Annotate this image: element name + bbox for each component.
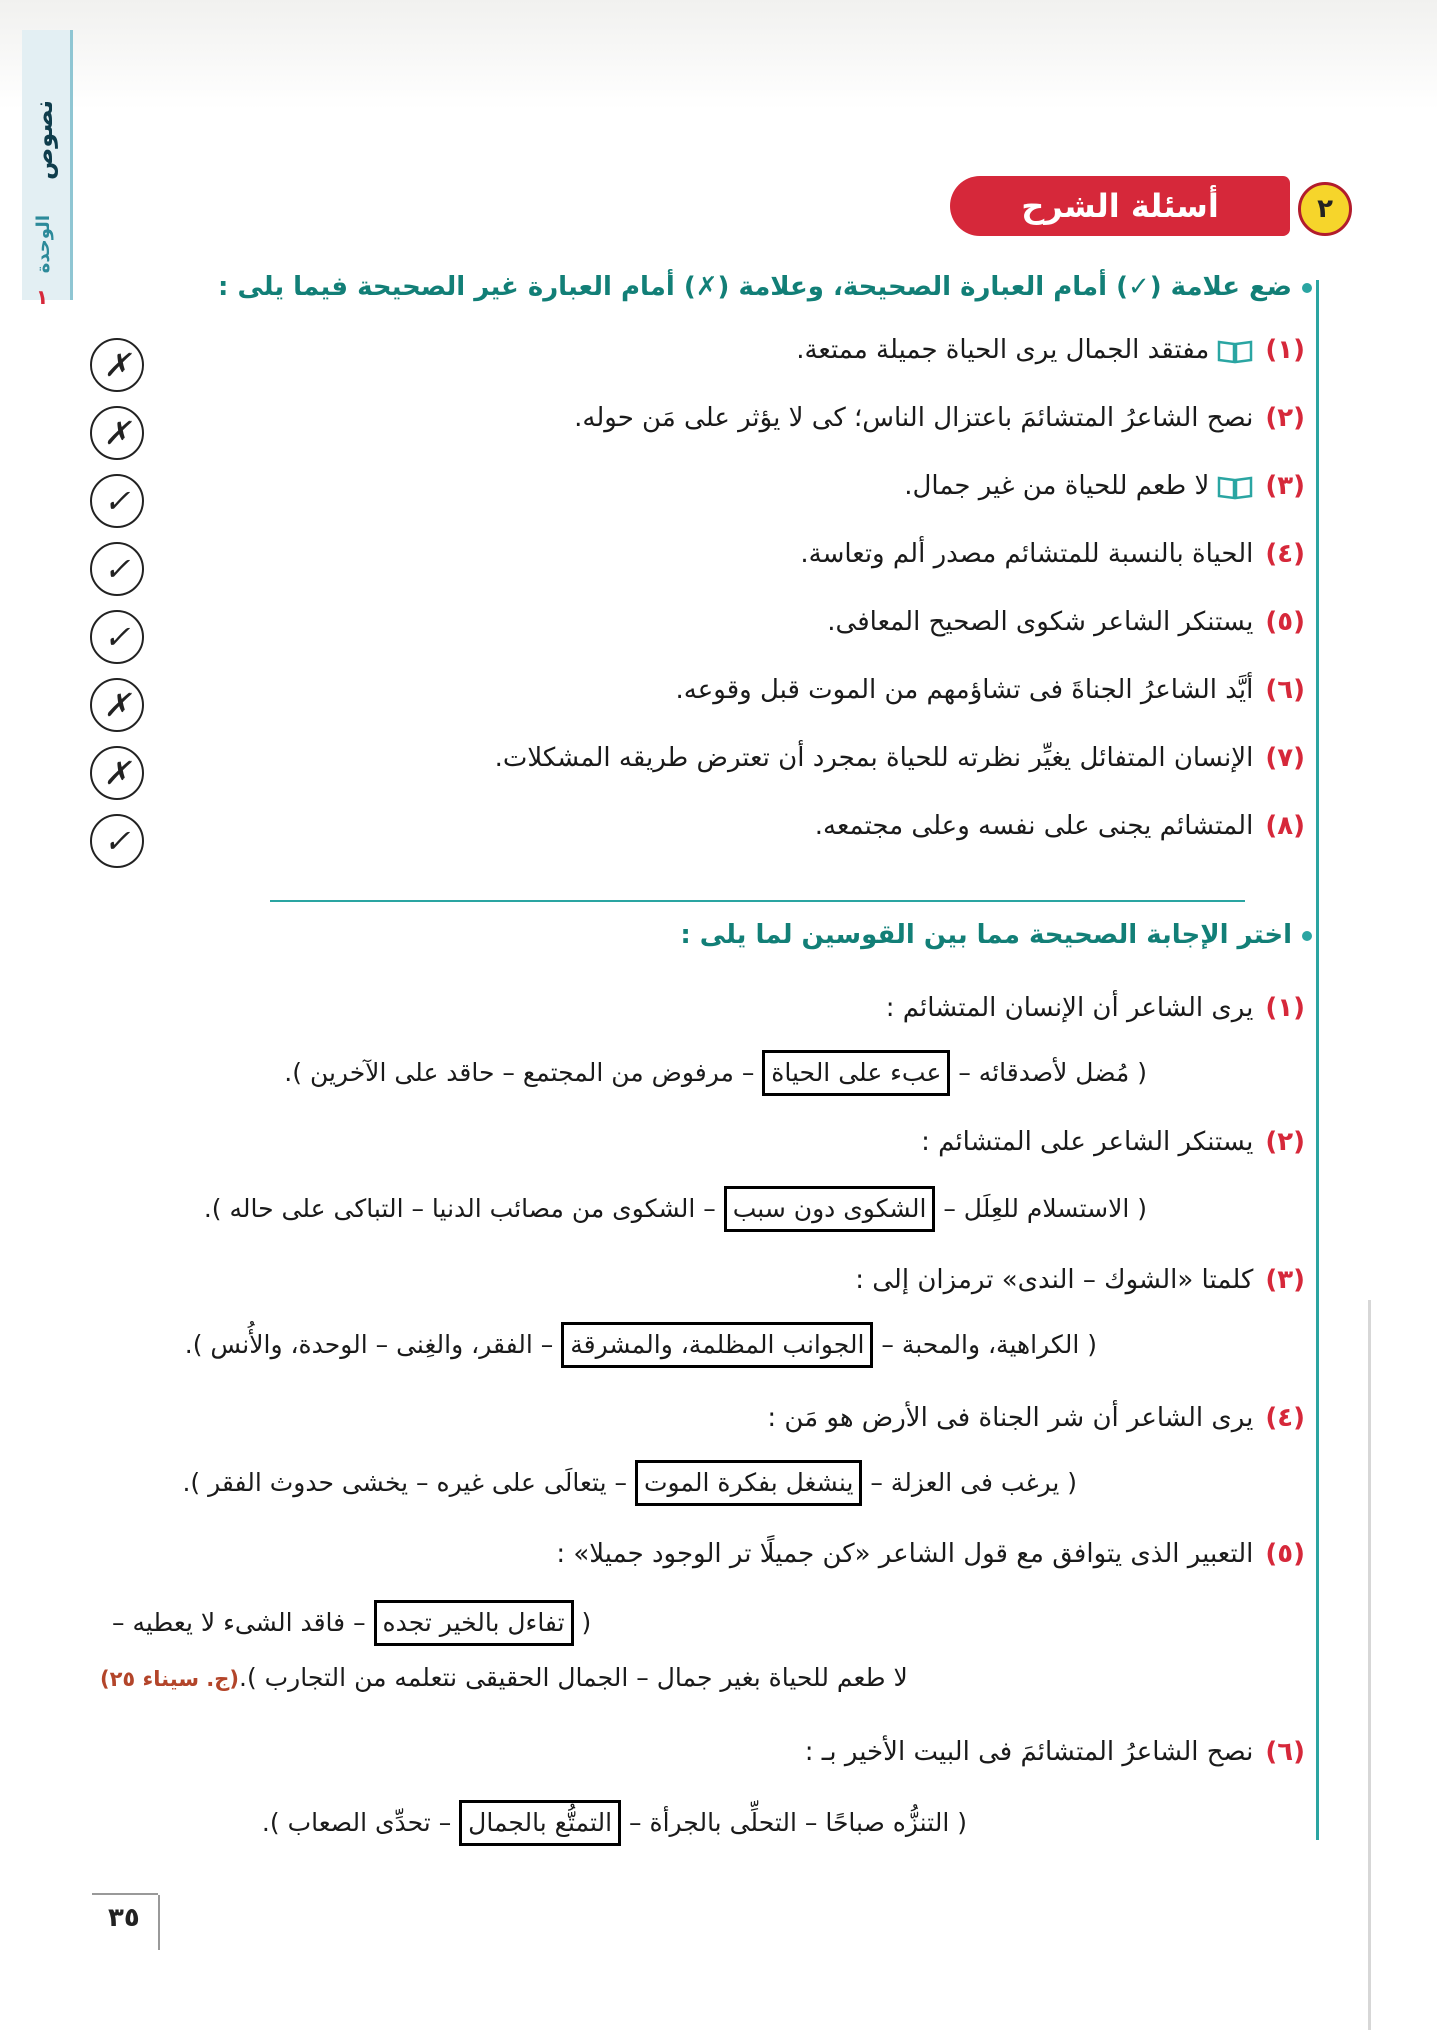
selected-answer: التمتُّع بالجمال — [459, 1800, 621, 1846]
book-icon — [1217, 474, 1253, 500]
options-open: ( التنزُّه صباحًا – التحلِّى بالجرأة – — [621, 1808, 967, 1837]
bullet-icon — [1302, 931, 1312, 941]
question-number: (٢) — [1265, 1127, 1305, 1157]
page-number: ٣٥ — [108, 1903, 140, 1933]
part2-instruction — [680, 920, 1312, 950]
bullet-icon — [1302, 283, 1312, 293]
statement-text: مفتقد الجمال يرى الحياة جميلة ممتعة. — [796, 335, 1210, 365]
question-text: يرى الشاعر أن شر الجناة فى الأرض هو مَن : — [767, 1403, 1254, 1433]
question-number: (٤) — [1265, 1403, 1305, 1433]
question-2 — [921, 1122, 1305, 1162]
question-text: كلمتا «الشوك – الندى» ترمزان إلى : — [855, 1265, 1254, 1295]
options-5 — [112, 1600, 591, 1644]
selected-answer: الشكوى دون سبب — [724, 1186, 936, 1232]
statement-number: (٨) — [1265, 811, 1305, 841]
options-line2: لا طعم للحياة بغير جمال – الجمال الحقيقى نتعلمه من التجارب ). — [239, 1663, 908, 1692]
question-number: (٦) — [1265, 1737, 1305, 1767]
question-3 — [855, 1260, 1305, 1300]
question-text: التعبير الذى يتوافق مع قول الشاعر «كن جميلًا تر الوجود جميلا» : — [556, 1539, 1254, 1569]
statement-number: (٣) — [1265, 471, 1305, 501]
side-tab — [22, 30, 73, 309]
section-title: أسئلة الشرح — [950, 176, 1290, 236]
subject-label: نصوص — [30, 100, 58, 180]
options-5-line2 — [100, 1656, 908, 1700]
question-6 — [805, 1732, 1305, 1772]
statement-8 — [815, 806, 1305, 846]
question-text: يرى الشاعر أن الإنسان المتشائم : — [885, 993, 1254, 1023]
statement-5 — [827, 602, 1305, 642]
statement-text: لا طعم للحياة من غير جمال. — [904, 471, 1210, 501]
options-3 — [185, 1322, 1097, 1366]
statement-text: يستنكر الشاعر شكوى الصحيح المعافى. — [827, 607, 1254, 637]
question-text: نصح الشاعرُ المتشائمَ فى البيت الأخير بـ : — [804, 1737, 1254, 1767]
question-number: (٣) — [1265, 1265, 1305, 1295]
part1-instruction — [218, 272, 1312, 302]
scan-edge — [1368, 1300, 1371, 2030]
answer-mark-2: ✗ — [90, 406, 144, 460]
options-close: – مرفوض من المجتمع – حاقد على الآخرين ). — [284, 1058, 763, 1087]
options-close: – يتعالَى على غيره – يخشى حدوث الفقر ). — [182, 1468, 635, 1497]
page-number-rule-v — [158, 1895, 160, 1950]
question-text: يستنكر الشاعر على المتشائم : — [921, 1127, 1254, 1157]
selected-answer: تفاءل بالخير تجده — [374, 1600, 574, 1646]
question-number: (١) — [1265, 993, 1305, 1023]
book-icon — [1217, 338, 1253, 364]
question-number: (٥) — [1265, 1539, 1305, 1569]
options-open: ( — [573, 1608, 592, 1637]
question-1 — [886, 988, 1305, 1028]
answer-mark-7: ✗ — [90, 746, 144, 800]
options-open: ( يرغب فى العزلة – — [862, 1468, 1077, 1497]
options-2 — [204, 1186, 1147, 1230]
margin-line — [1316, 280, 1319, 1840]
statement-number: (٦) — [1265, 675, 1305, 705]
options-close: – الشكوى من مصائب الدنيا – التباكى على حاله ). — [203, 1194, 724, 1223]
section-number: ٢ — [1298, 182, 1352, 236]
options-close: – الفقر، والغِنى – الوحدة، والأُنس ). — [184, 1330, 562, 1359]
options-open: ( مُضل لأصدقائه – — [950, 1058, 1147, 1087]
answer-mark-1: ✗ — [90, 338, 144, 392]
statement-7 — [495, 738, 1305, 778]
unit-number: ١ — [36, 285, 49, 309]
statement-number: (١) — [1265, 335, 1305, 365]
options-6 — [262, 1800, 967, 1844]
statement-text: الحياة بالنسبة للمتشائم مصدر ألم وتعاسة. — [800, 539, 1254, 569]
question-4 — [767, 1398, 1305, 1438]
statement-number: (٥) — [1265, 607, 1305, 637]
statement-3 — [904, 466, 1305, 506]
options-open: ( الاستسلام للعِلَل – — [935, 1194, 1147, 1223]
options-4 — [182, 1460, 1077, 1504]
statement-number: (٢) — [1265, 403, 1305, 433]
part2-instruction-text: اختر الإجابة الصحيحة مما بين القوسين لما يلى : — [680, 920, 1292, 950]
statement-1 — [796, 330, 1305, 370]
statement-4 — [800, 534, 1305, 574]
answer-mark-8: ✓ — [90, 814, 144, 868]
options-close: – تحدِّى الصعاب ). — [261, 1808, 460, 1837]
statement-number: (٤) — [1265, 539, 1305, 569]
unit-label: الوحدة — [33, 215, 54, 274]
page-number-rule — [92, 1893, 158, 1895]
scan-shadow — [0, 0, 1437, 110]
statement-text: المتشائم يجنى على نفسه وعلى مجتمعه. — [814, 811, 1254, 841]
statement-2 — [574, 398, 1305, 438]
exam-source: (ج. سيناء ٢٥) — [100, 1667, 239, 1691]
statement-6 — [676, 670, 1305, 710]
question-5 — [556, 1534, 1305, 1574]
part1-instruction-text: ضع علامة (✓) أمام العبارة الصحيحة، وعلامة (✗) أمام العبارة غير الصحيحة فيما يلى : — [218, 272, 1292, 302]
answer-mark-5: ✓ — [90, 610, 144, 664]
options-1 — [284, 1050, 1147, 1094]
statement-text: أيَّد الشاعرُ الجناةَ فى تشاؤمهم من الموت قبل وقوعه. — [675, 675, 1254, 705]
statement-number: (٧) — [1265, 743, 1305, 773]
selected-answer: عبء على الحياة — [762, 1050, 950, 1096]
options-open: ( الكراهية، والمحبة – — [873, 1330, 1097, 1359]
selected-answer: ينشغل بفكرة الموت — [635, 1460, 862, 1506]
answer-mark-6: ✗ — [90, 678, 144, 732]
section-divider — [270, 900, 1245, 902]
options-close: – فاقد الشىء لا يعطيه – — [112, 1608, 374, 1637]
statement-text: نصح الشاعرُ المتشائمَ باعتزال الناس؛ كى لا يؤثر على مَن حوله. — [574, 403, 1254, 433]
answer-mark-3: ✓ — [90, 474, 144, 528]
answer-mark-4: ✓ — [90, 542, 144, 596]
selected-answer: الجوانب المظلمة، والمشرقة — [561, 1322, 873, 1368]
statement-text: الإنسان المتفائل يغيِّر نظرته للحياة بمجرد أن تعترض طريقه المشكلات. — [494, 743, 1254, 773]
